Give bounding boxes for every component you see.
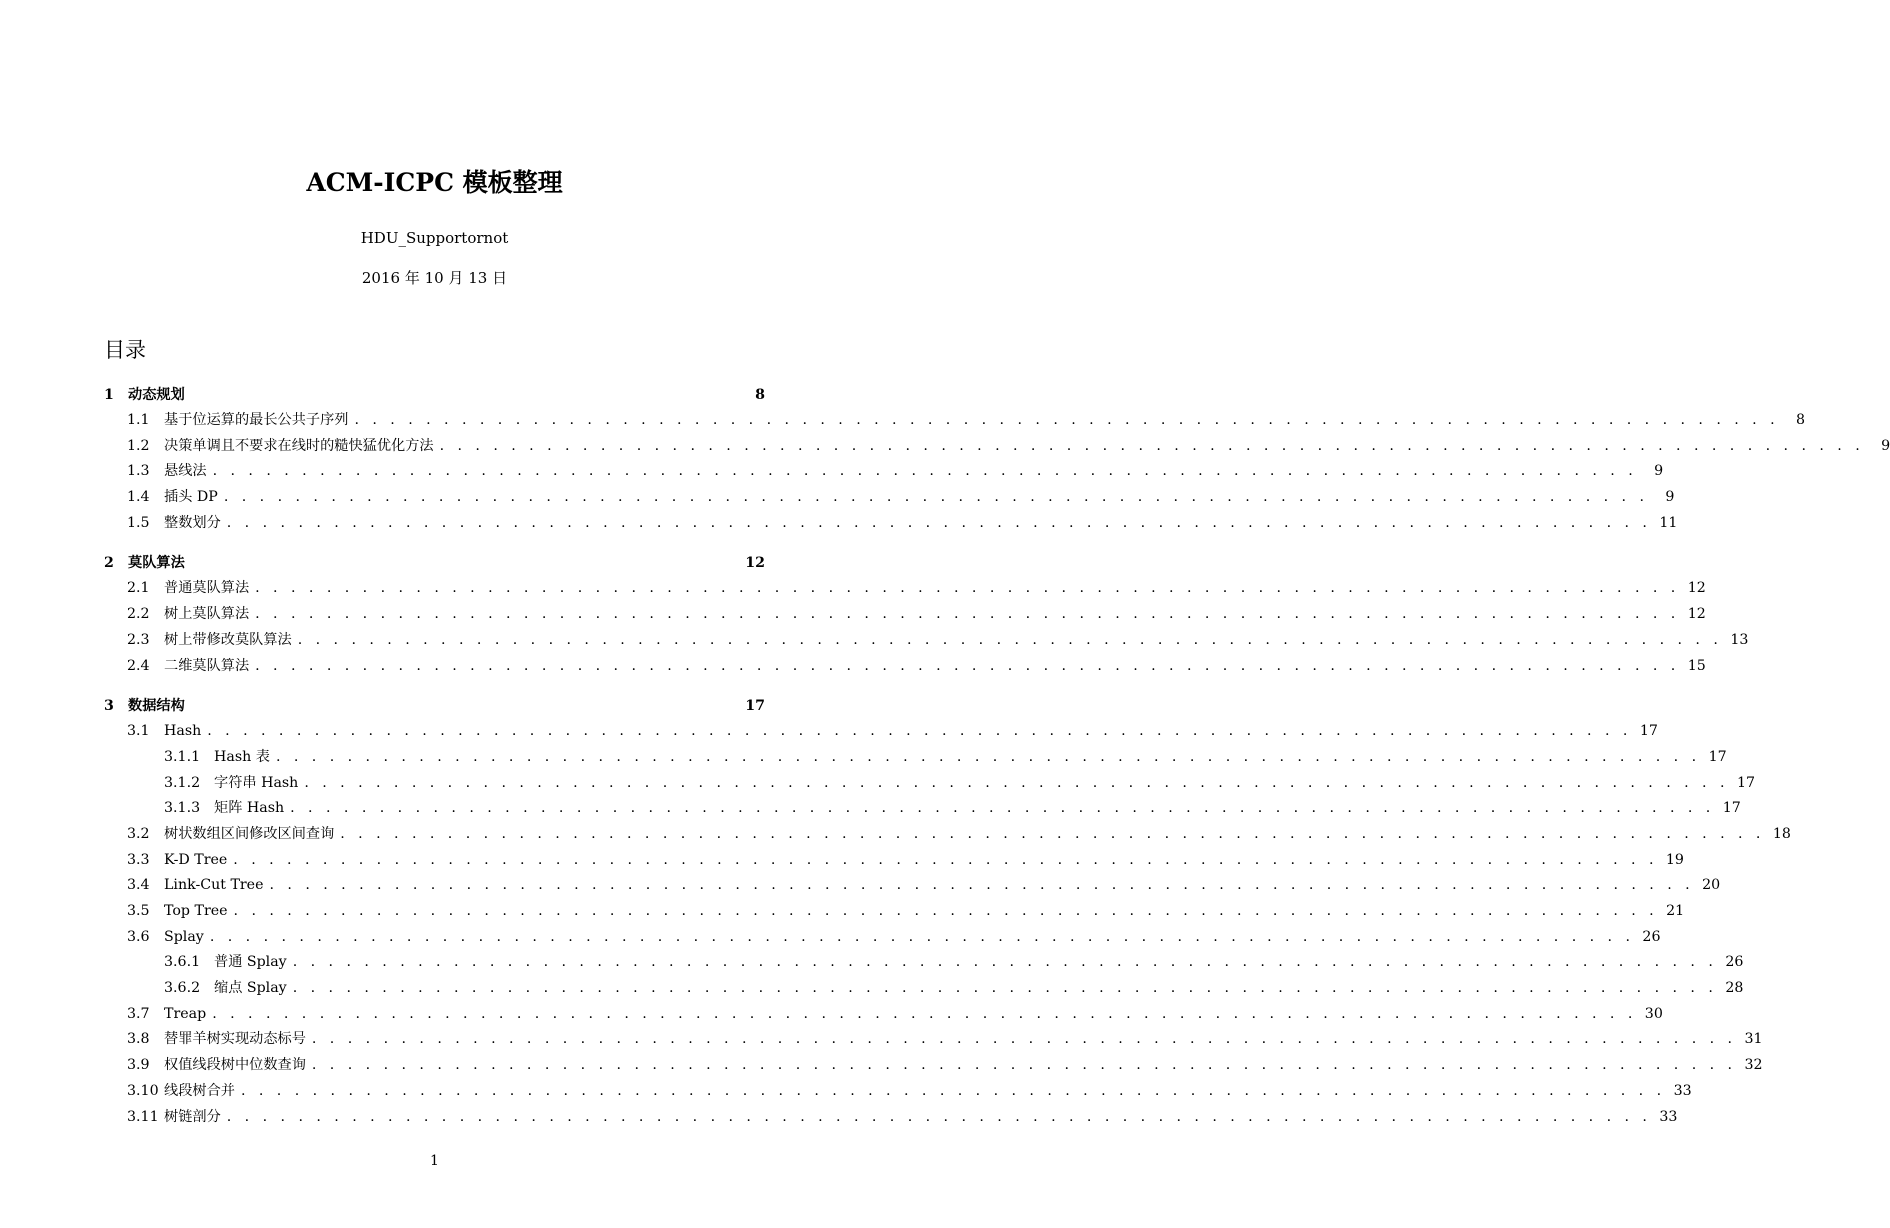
toc-dot-leader: . . . . . . . . . . . . . . . . . . . . . . . . . . . . . . . . . . . . . . . . . . . . . . . . . . . . . . . . . . . . . . . . . . . . . . . . . . . . . . . . <box>311 1057 1737 1074</box>
toc-section-entry[interactable] <box>104 434 1890 460</box>
toc-page-number: 17 <box>1722 800 1741 817</box>
toc-page-number: 15 <box>1687 657 1706 674</box>
document-date: 2016 年 10 月 13 日 <box>361 269 508 287</box>
toc-dot-leader: . . . . . . . . . . . . . . . . . . . . . . . . . . . . . . . . . . . . . . . . . . . . . . . . . . . . . . . . . . . . . . . . . . . . . . . . . . . . . . . . <box>212 1005 1637 1022</box>
toc-entry-number: 3.8 <box>127 1031 150 1048</box>
toc-page-number: 13 <box>1730 631 1749 648</box>
toc-entry-number: 3.3 <box>127 851 150 868</box>
toc-section-entry[interactable] <box>104 848 1684 874</box>
toc-dot-leader: . . . . . . . . . . . . . . . . . . . . . . . . . . . . . . . . . . . . . . . . . . . . . . . . . . . . . . . . . . . . . . . . . . . . . . . . . . . . . . . . <box>255 657 1680 674</box>
toc-section-entry[interactable] <box>104 1002 1663 1028</box>
toc-entry-label: 莫队算法 <box>128 555 185 572</box>
toc-dot-leader: . . . . . . . . . . . . . . . . . . . . . . . . . . . . . . . . . . . . . . . . . . . . . . . . . . . . . . . . . . . . . . . . . . . . . . . . . . . . . . . . <box>304 774 1729 791</box>
toc-dot-leader: . . . . . . . . . . . . . . . . . . . . . . . . . . . . . . . . . . . . . . . . . . . . . . . . . . . . . . . . . . . . . . . . . . . . . . . . . . . . . . . . <box>255 606 1680 623</box>
toc-page-number: 11 <box>1659 514 1678 531</box>
toc-entry-number: 3.1.1 <box>164 748 201 765</box>
toc-dot-leader: . . . . . . . . . . . . . . . . . . . . . . . . . . . . . . . . . . . . . . . . . . . . . . . . . . . . . . . . . . . . . . . . . . . . . . . . . . . . . . . . <box>311 1031 1737 1048</box>
toc-entry-number: 3.1.3 <box>164 800 201 817</box>
toc-chapter-entry[interactable] <box>104 550 765 576</box>
toc-section-entry[interactable] <box>104 1105 1678 1131</box>
toc-entry-number: 3.9 <box>127 1057 150 1074</box>
toc-entry-number: 3.4 <box>127 877 150 894</box>
toc-dot-leader: . . . . . . . . . . . . . . . . . . . . . . . . . . . . . . . . . . . . . . . . . . . . . . . . . . . . . . . . . . . . . . . . . . . . . . . . . . . . . . . . <box>240 1082 1666 1099</box>
toc-section-entry[interactable] <box>104 1079 1692 1105</box>
toc-chapter <box>104 550 1749 679</box>
toc-entry-number: 3.1 <box>127 723 150 740</box>
toc-page-number: 26 <box>1725 954 1744 971</box>
toc-section-entry[interactable] <box>104 576 1706 602</box>
toc-dot-leader: . . . . . . . . . . . . . . . . . . . . . . . . . . . . . . . . . . . . . . . . . . . . . . . . . . . . . . . . . . . . . . . . . . . . . . . . . . . . . . . . <box>212 463 1638 480</box>
toc-entry-label: 线段树合并 <box>164 1082 235 1099</box>
toc-entry-number: 2.4 <box>127 657 150 674</box>
toc-page-number: 17 <box>1708 748 1727 765</box>
toc-dot-leader: . . . . . . . . . . . . . . . . . . . . . . . . . . . . . . . . . . . . . . . . . . . . . . . . . . . . . . . . . . . . . . . . . . . . . . . . . . . . . . . . <box>292 980 1718 997</box>
toc-entry-number: 3 <box>104 698 114 715</box>
toc-entry-label: Splay <box>164 928 204 945</box>
document-title: ACM-ICPC 模板整理 <box>306 168 563 197</box>
toc-entry-label: 树状数组区间修改区间查询 <box>164 825 335 842</box>
toc-entry-number: 2.3 <box>127 631 150 648</box>
toc-chapter-entry[interactable] <box>104 382 765 408</box>
toc-entry-label: 基于位运算的最长公共子序列 <box>164 412 349 428</box>
toc-dot-leader: . . . . . . . . . . . . . . . . . . . . . . . . . . . . . . . . . . . . . . . . . . . . . . . . . . . . . . . . . . . . . . . . . . . . . . . . . . . . . . . . <box>226 514 1652 531</box>
toc-subsection-entry[interactable] <box>104 771 1755 797</box>
toc-entry-label: 树链剖分 <box>164 1108 221 1125</box>
toc-entry-label: Treap <box>164 1005 207 1022</box>
toc-dot-leader: . . . . . . . . . . . . . . . . . . . . . . . . . . . . . . . . . . . . . . . . . . . . . . . . . . . . . . . . . . . . . . . . . . . . . . . . . . . . . . . . <box>233 903 1659 919</box>
toc-entry-number: 3.11 <box>127 1108 159 1125</box>
toc-dot-leader: . . . . . . . . . . . . . . . . . . . . . . . . . . . . . . . . . . . . . . . . . . . . . . . . . . . . . . . . . . . . . . . . . . . . . . . . . . . . . . . . <box>292 954 1718 971</box>
toc-chapter <box>104 382 1890 536</box>
toc-dot-leader: . . . . . . . . . . . . . . . . . . . . . . . . . . . . . . . . . . . . . . . . . . . . . . . . . . . . . . . . . . . . . . . . . . . . . . . . . . . . . . . . <box>209 928 1635 945</box>
toc-entry-number: 2.2 <box>127 606 150 623</box>
toc-subsection-entry[interactable] <box>104 950 1744 976</box>
toc-page-number: 8 <box>1796 412 1806 428</box>
toc-section-entry[interactable] <box>104 511 1678 537</box>
toc-entry-number: 3.6.2 <box>164 980 201 997</box>
toc-page-number: 12 <box>1687 580 1706 597</box>
toc-page-number: 17 <box>745 698 765 715</box>
toc-entry-label: 悬线法 <box>164 463 207 480</box>
toc-entry-number: 1.4 <box>127 489 150 506</box>
toc-page-number: 9 <box>1881 437 1890 454</box>
toc-entry-label: 树上带修改莫队算法 <box>164 631 292 648</box>
toc-entry-label: K-D Tree <box>164 851 228 868</box>
toc-dot-leader: . . . . . . . . . . . . . . . . . . . . . . . . . . . . . . . . . . . . . . . . . . . . . . . . . . . . . . . . . . . . . . . . . . . . . . . . . . . . . . . . <box>223 489 1649 506</box>
toc-entry-label: 普通莫队算法 <box>164 580 250 597</box>
toc-page-number: 33 <box>1673 1082 1692 1099</box>
toc-page-number: 33 <box>1659 1108 1678 1125</box>
toc-entry-label: 树上莫队算法 <box>164 606 250 623</box>
toc-entry-label: 数据结构 <box>128 698 185 715</box>
toc-page-number: 20 <box>1702 877 1721 894</box>
toc-entry-label: 替罪羊树实现动态标号 <box>164 1031 306 1048</box>
toc-section-entry[interactable] <box>104 602 1706 628</box>
document-author: HDU_Supportornot <box>360 229 509 247</box>
toc-entry-label: Link-Cut Tree <box>164 877 264 894</box>
toc-dot-leader: . . . . . . . . . . . . . . . . . . . . . . . . . . . . . . . . . . . . . . . . . . . . . . . . . . . . . . . . . . . . . . . . . . . . . . . . . . . . . . . . <box>297 631 1723 648</box>
toc-page-number: 28 <box>1725 980 1744 997</box>
toc-entry-number: 3.5 <box>127 903 150 919</box>
toc-dot-leader: . . . . . . . . . . . . . . . . . . . . . . . . . . . . . . . . . . . . . . . . . . . . . . . . . . . . . . . . . . . . . . . . . . . . . . . . . . . . . . . . <box>226 1108 1652 1125</box>
toc-entry-number: 1.1 <box>127 412 150 428</box>
toc-entry-label: 缩点 Splay <box>214 980 287 997</box>
toc-dot-leader: . . . . . . . . . . . . . . . . . . . . . . . . . . . . . . . . . . . . . . . . . . . . . . . . . . . . . . . . . . . . . . . . . . . . . . . . . . . . . . . . <box>207 723 1632 740</box>
toc-dot-leader: . . . . . . . . . . . . . . . . . . . . . . . . . . . . . . . . . . . . . . . . . . . . . . . . . . . . . . . . . . . . . . . . . . . . . . . . . . . . . . . . <box>354 412 1780 428</box>
toc-page-number: 17 <box>1736 774 1755 791</box>
toc-entry-label: Top Tree <box>164 903 228 919</box>
toc-entry-number: 3.7 <box>127 1005 150 1022</box>
toc-section-entry[interactable] <box>104 873 1721 899</box>
toc-page-number: 17 <box>1639 723 1658 740</box>
toc-entry-label: 权值线段树中位数查询 <box>164 1057 306 1074</box>
page-number: 1 <box>430 1153 439 1169</box>
toc-entry-label: Hash <box>164 723 202 740</box>
toc-subsection-entry[interactable] <box>104 976 1744 1002</box>
toc-page-number: 21 <box>1666 903 1685 919</box>
toc-entry-number: 3.2 <box>127 825 150 842</box>
toc-dot-leader: . . . . . . . . . . . . . . . . . . . . . . . . . . . . . . . . . . . . . . . . . . . . . . . . . . . . . . . . . . . . . . . . . . . . . . . . . . . . . . . . <box>233 851 1658 868</box>
toc-entry-number: 1.3 <box>127 463 150 480</box>
toc-section-entry[interactable] <box>104 628 1749 654</box>
toc-entry-number: 3.1.2 <box>164 774 201 791</box>
toc-page-number: 26 <box>1642 928 1661 945</box>
toc-subsection-entry[interactable] <box>104 745 1727 771</box>
toc-dot-leader: . . . . . . . . . . . . . . . . . . . . . . . . . . . . . . . . . . . . . . . . . . . . . . . . . . . . . . . . . . . . . . . . . . . . . . . . . . . . . . . . <box>255 580 1680 597</box>
toc-entry-label: 整数划分 <box>164 514 221 531</box>
toc-section-entry[interactable] <box>104 485 1675 511</box>
toc-dot-leader: . . . . . . . . . . . . . . . . . . . . . . . . . . . . . . . . . . . . . . . . . . . . . . . . . . . . . . . . . . . . . . . . . . . . . . . . . . . . . . . . <box>340 825 1765 842</box>
toc-entry-number: 2.1 <box>127 580 150 597</box>
toc-subsection-entry[interactable] <box>104 796 1741 822</box>
toc-dot-leader: . . . . . . . . . . . . . . . . . . . . . . . . . . . . . . . . . . . . . . . . . . . . . . . . . . . . . . . . . . . . . . . . . . . . . . . . . . . . . . . . <box>275 748 1701 765</box>
toc-page-number: 32 <box>1744 1057 1763 1074</box>
toc-entry-label: 决策单调且不要求在线时的糙快猛优化方法 <box>164 437 434 454</box>
toc-dot-leader: . . . . . . . . . . . . . . . . . . . . . . . . . . . . . . . . . . . . . . . . . . . . . . . . . . . . . . . . . . . . . . . . . . . . . . . . . . . . . . . . <box>439 437 1865 454</box>
toc-page-number: 12 <box>1687 606 1706 623</box>
toc-entry-number: 3.6.1 <box>164 954 201 971</box>
toc-dot-leader: . . . . . . . . . . . . . . . . . . . . . . . . . . . . . . . . . . . . . . . . . . . . . . . . . . . . . . . . . . . . . . . . . . . . . . . . . . . . . . . . <box>290 800 1715 817</box>
toc-section-entry[interactable] <box>104 925 1661 951</box>
toc-entry-label: 插头 DP <box>164 489 218 506</box>
toc-entry-number: 3.6 <box>127 928 150 945</box>
toc-entry-label: 动态规划 <box>128 387 185 403</box>
toc-entry-label: 字符串 Hash <box>214 774 299 791</box>
toc-chapter-entry[interactable] <box>104 693 765 719</box>
toc-heading: 目录 <box>104 338 146 362</box>
toc-section-entry[interactable] <box>104 459 1664 485</box>
toc-section-entry[interactable] <box>104 654 1706 680</box>
toc-section-entry[interactable] <box>104 719 1658 745</box>
toc-page-number: 19 <box>1665 851 1684 868</box>
toc-section-entry[interactable] <box>104 1027 1763 1053</box>
toc-chapter <box>104 693 1791 1130</box>
toc-entry-number: 2 <box>104 555 114 572</box>
toc-page-number: 30 <box>1644 1005 1663 1022</box>
toc-section-entry[interactable] <box>104 822 1791 848</box>
toc-entry-number: 1.5 <box>127 514 150 531</box>
toc-section-entry[interactable] <box>104 899 1685 925</box>
toc-section-entry[interactable] <box>104 1053 1763 1079</box>
table-of-contents <box>104 382 1890 1144</box>
toc-page-number: 9 <box>1665 489 1675 506</box>
toc-page-number: 8 <box>755 387 765 403</box>
toc-page-number: 18 <box>1772 825 1791 842</box>
toc-page-number: 12 <box>745 555 765 572</box>
toc-entry-label: 普通 Splay <box>214 954 287 971</box>
toc-entry-number: 3.10 <box>127 1082 159 1099</box>
toc-dot-leader: . . . . . . . . . . . . . . . . . . . . . . . . . . . . . . . . . . . . . . . . . . . . . . . . . . . . . . . . . . . . . . . . . . . . . . . . . . . . . . . . <box>269 877 1695 894</box>
toc-entry-label: 二维莫队算法 <box>164 657 250 674</box>
toc-entry-number: 1 <box>104 387 114 403</box>
toc-section-entry[interactable] <box>104 408 1806 434</box>
toc-page-number: 9 <box>1654 463 1664 480</box>
toc-entry-number: 1.2 <box>127 437 150 454</box>
toc-page-number: 31 <box>1744 1031 1763 1048</box>
toc-entry-label: 矩阵 Hash <box>214 800 285 817</box>
toc-entry-label: Hash 表 <box>214 748 270 765</box>
